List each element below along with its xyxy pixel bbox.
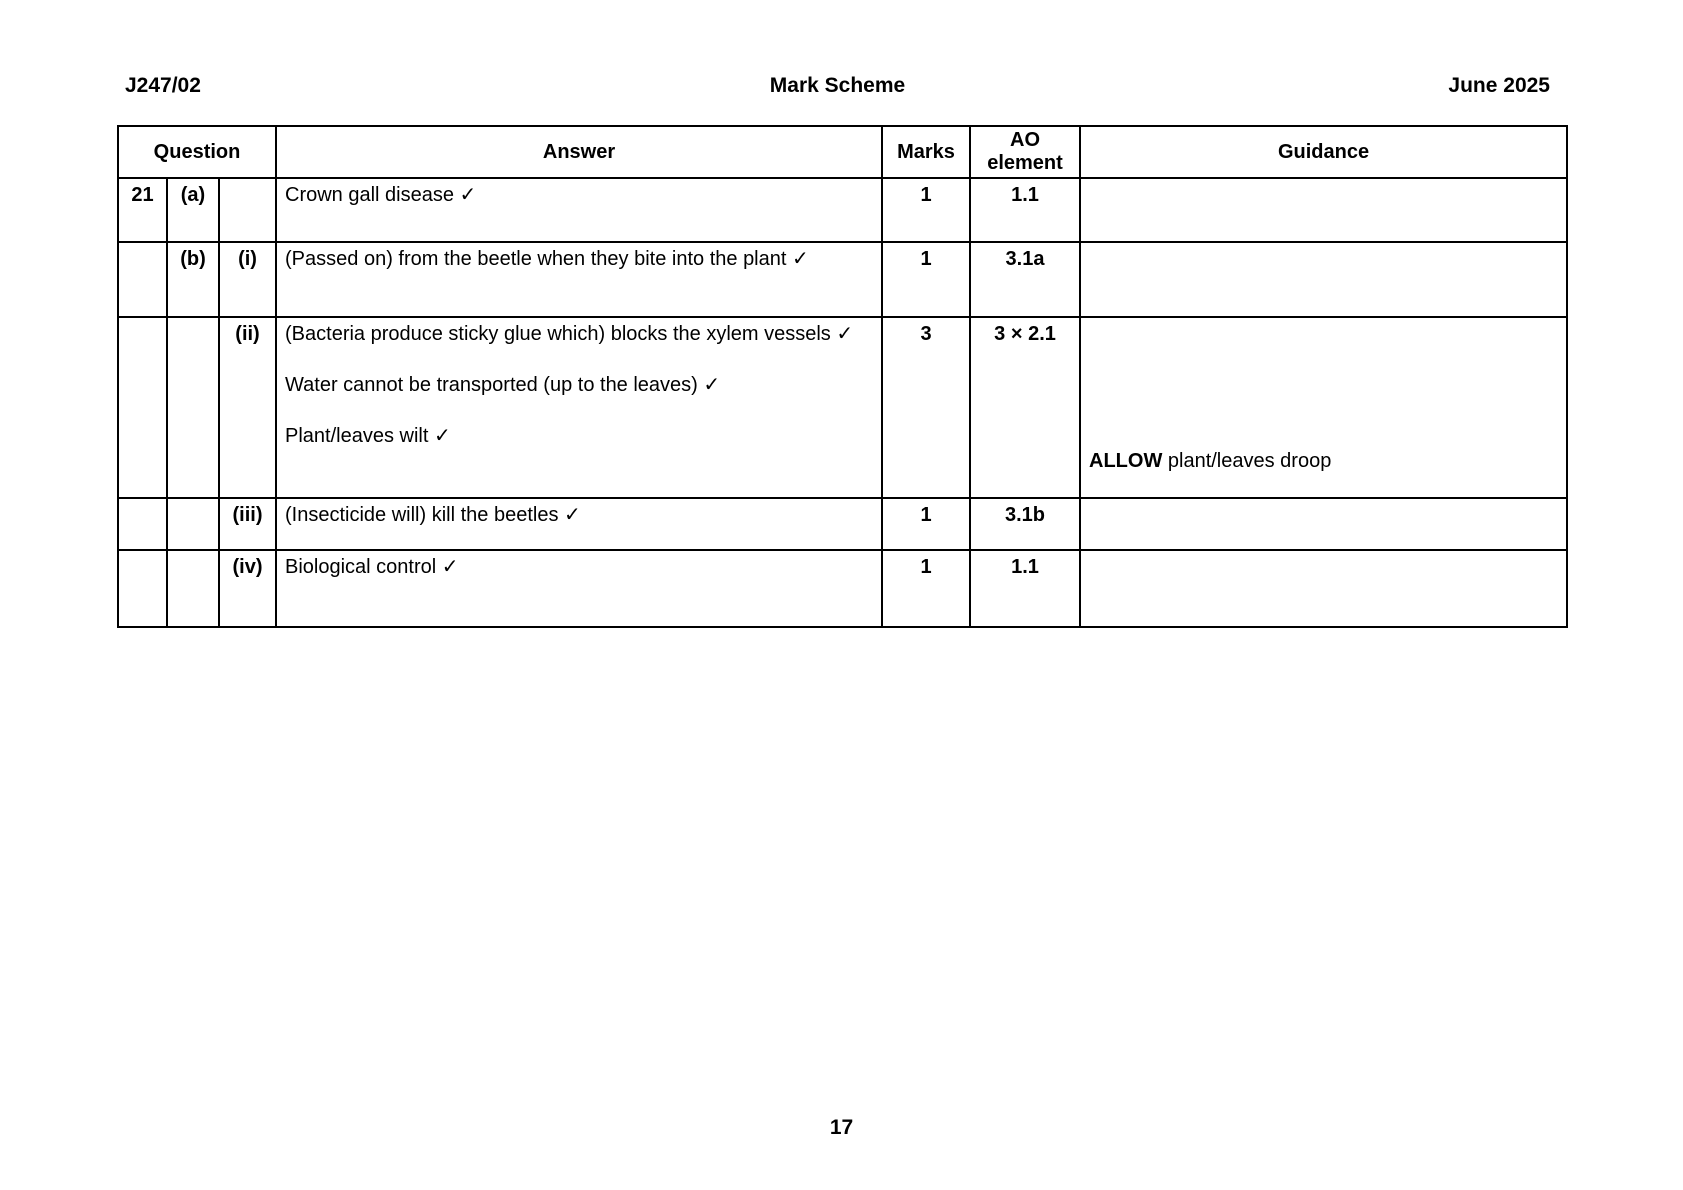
- answer-line: Water cannot be transported (up to the leaves) ✓: [285, 374, 721, 396]
- guidance-cell: [1080, 178, 1567, 242]
- answer-line: Crown gall disease ✓: [285, 184, 477, 206]
- document-title: Mark Scheme: [769, 74, 906, 97]
- question-header: Question: [118, 126, 276, 178]
- table-row: [118, 498, 1567, 550]
- answer-header: Answer: [276, 126, 882, 178]
- ao-cell: 3.1a: [970, 242, 1080, 317]
- answer-cell: [276, 498, 882, 550]
- answer-line: (Insecticide will) kill the beetles ✓: [285, 504, 581, 526]
- question-subpart: (iv): [219, 550, 276, 627]
- table-row: [118, 550, 1567, 627]
- guidance-header: Guidance: [1080, 126, 1567, 178]
- answer-cell: [276, 550, 882, 627]
- marks-cell: 1: [882, 178, 970, 242]
- answer-line: Biological control ✓: [285, 556, 459, 578]
- ao-cell: 3 × 2.1: [970, 317, 1080, 498]
- table-header-row: [118, 126, 1567, 178]
- answer-cell: [276, 178, 882, 242]
- answer-cell: [276, 242, 882, 317]
- guidance-cell: [1080, 550, 1567, 627]
- answer-cell: [276, 317, 882, 498]
- guidance-text: [1089, 449, 1558, 474]
- table-row: [118, 317, 1567, 498]
- marks-cell: 1: [882, 498, 970, 550]
- marks-cell: 3: [882, 317, 970, 498]
- question-subpart: [219, 178, 276, 242]
- marks-cell: 1: [882, 242, 970, 317]
- ao-header-line2: element: [987, 152, 1063, 174]
- ao-cell: 1.1: [970, 550, 1080, 627]
- question-subpart: (i): [219, 242, 276, 317]
- answer-line: Plant/leaves wilt ✓: [285, 425, 451, 447]
- marks-header: Marks: [882, 126, 970, 178]
- allow-keyword: ALLOW: [1089, 450, 1163, 472]
- question-number: 21: [118, 178, 167, 242]
- question-part: [167, 550, 219, 627]
- answer-line: (Bacteria produce sticky glue which) blocks the xylem vessels ✓: [285, 323, 854, 345]
- ao-header-line1: AO: [1010, 129, 1041, 151]
- question-part: [167, 498, 219, 550]
- question-number: [118, 242, 167, 317]
- mark-scheme-table: [117, 125, 1568, 628]
- table-row: [118, 242, 1567, 317]
- question-number: [118, 550, 167, 627]
- question-part: (a): [167, 178, 219, 242]
- question-subpart: (ii): [219, 317, 276, 498]
- page-header: [125, 74, 1550, 100]
- guidance-detail: plant/leaves droop: [1162, 450, 1332, 472]
- table-row: [118, 178, 1567, 242]
- question-number: [118, 498, 167, 550]
- guidance-cell: [1080, 242, 1567, 317]
- ao-element-header: [970, 126, 1080, 178]
- question-part: [167, 317, 219, 498]
- guidance-cell: [1080, 498, 1567, 550]
- exam-date: June 2025: [1448, 74, 1550, 97]
- ao-cell: 3.1b: [970, 498, 1080, 550]
- marks-cell: 1: [882, 550, 970, 627]
- ao-cell: 1.1: [970, 178, 1080, 242]
- question-subpart: (iii): [219, 498, 276, 550]
- guidance-cell: [1080, 317, 1567, 498]
- question-number: [118, 317, 167, 498]
- page-number: 17: [829, 1116, 854, 1139]
- paper-code: J247/02: [125, 74, 201, 97]
- question-part: (b): [167, 242, 219, 317]
- answer-line: (Passed on) from the beetle when they bite into the plant ✓: [285, 248, 809, 270]
